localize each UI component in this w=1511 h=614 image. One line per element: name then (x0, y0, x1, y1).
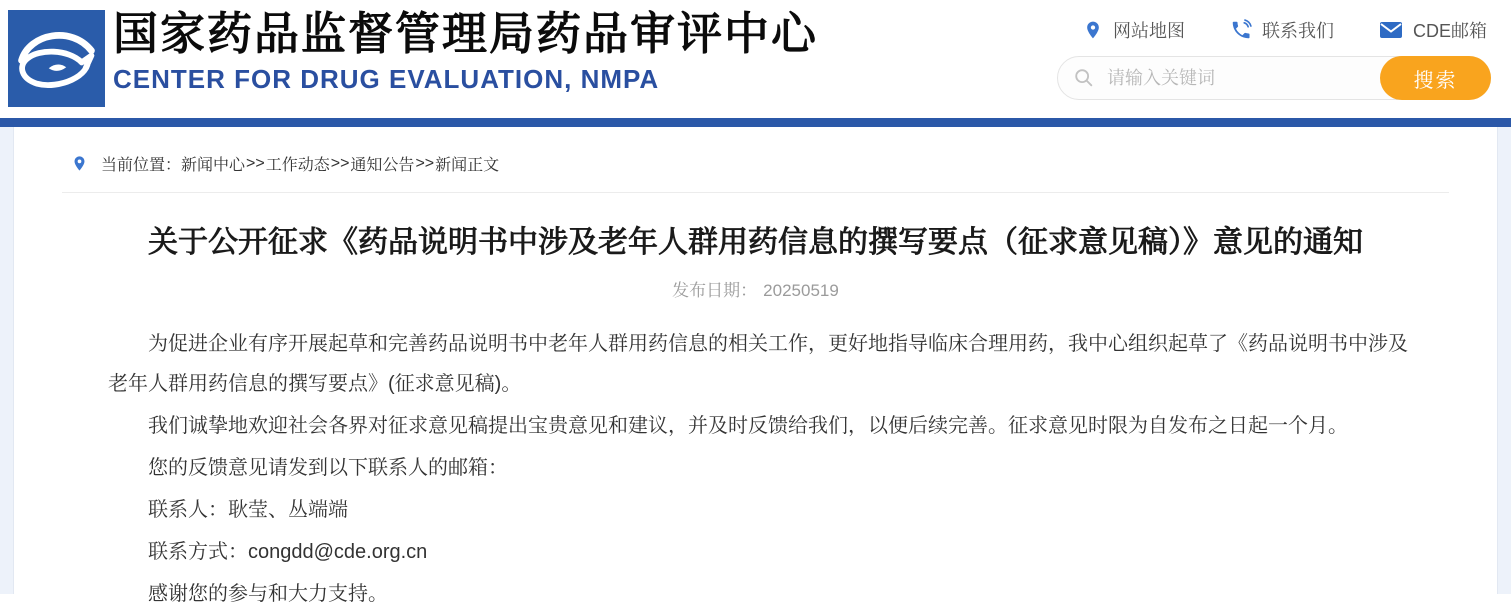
article-title: 关于公开征求《药品说明书中涉及老年人群用药信息的撰写要点（征求意见稿）》意见的通知 (148, 226, 1363, 259)
site-title-english: CENTER FOR DRUG EVALUATION, NMPA (113, 64, 660, 94)
article-paragraph: 为促进企业有序开展起草和完善药品说明书中老年人群用药信息的相关工作，更好地指导临床合理用药，我中心组织起草了《药品说明书中涉及老年人群用药信息的撰写要点》(征求意见稿)。 (108, 333, 1408, 395)
article-paragraph: 我们诚挚地欢迎社会各界对征求意见稿提出宝贵意见和建议，并及时反馈给我们，以便后续完善。征求意见时限为自发布之日起一个月。 (148, 415, 1348, 437)
breadcrumb-separator: >> (330, 154, 350, 172)
blue-divider-bar (0, 118, 1511, 127)
search-icon (1073, 67, 1095, 89)
cde-mailbox-link-label: CDE邮箱 (1412, 21, 1487, 41)
breadcrumb-item-news-center[interactable]: 新闻中心 (181, 157, 246, 174)
contact-us-link-label: 联系我们 (1261, 21, 1334, 41)
publish-date-value: 20250519 (763, 281, 839, 300)
brand-block (113, 6, 818, 95)
location-pin-icon (71, 153, 88, 174)
cde-logo[interactable] (8, 10, 105, 107)
publish-date-label: 发布日期： (672, 281, 758, 300)
envelope-icon (1379, 20, 1403, 40)
location-pin-icon (1083, 18, 1103, 42)
site-header (0, 0, 1511, 118)
sitemap-link-label: 网站地图 (1113, 21, 1185, 41)
breadcrumb-item-article[interactable]: 新闻正文 (435, 157, 500, 174)
search-input[interactable] (1105, 67, 1325, 90)
cde-mailbox-link[interactable] (1379, 17, 1487, 43)
breadcrumb (62, 152, 1449, 193)
article-paragraph-thanks: 感谢您的参与和大力支持。 (148, 583, 388, 605)
breadcrumb-label: 当前位置： (101, 157, 182, 174)
quick-links (1057, 13, 1491, 47)
breadcrumb-item-notices[interactable]: 通知公告 (350, 157, 415, 174)
site-title-chinese: 国家药品监督管理局药品审评中心 (113, 8, 819, 59)
page-background (0, 127, 1511, 605)
sitemap-link[interactable] (1083, 17, 1185, 43)
breadcrumb-item-work-updates[interactable]: 工作动态 (265, 157, 330, 174)
breadcrumb-separator: >> (415, 154, 435, 172)
cde-fish-logo-icon (8, 94, 105, 111)
breadcrumb-separator: >> (246, 154, 265, 172)
phone-icon (1230, 19, 1252, 41)
contact-us-link[interactable] (1230, 17, 1334, 43)
content-panel (13, 127, 1498, 605)
article-paragraph-contact-email: 联系方式：congdd@cde.org.cn (148, 541, 428, 563)
publish-date (14, 276, 1497, 301)
header-right (1057, 13, 1491, 100)
article-paragraph-contact-person: 联系人：耿莹、丛端端 (148, 499, 348, 521)
article-paragraph: 您的反馈意见请发到以下联系人的邮箱： (148, 457, 508, 479)
search-bar (1057, 56, 1491, 100)
search-button[interactable]: 搜索 (1380, 56, 1491, 100)
article-body (108, 324, 1413, 614)
